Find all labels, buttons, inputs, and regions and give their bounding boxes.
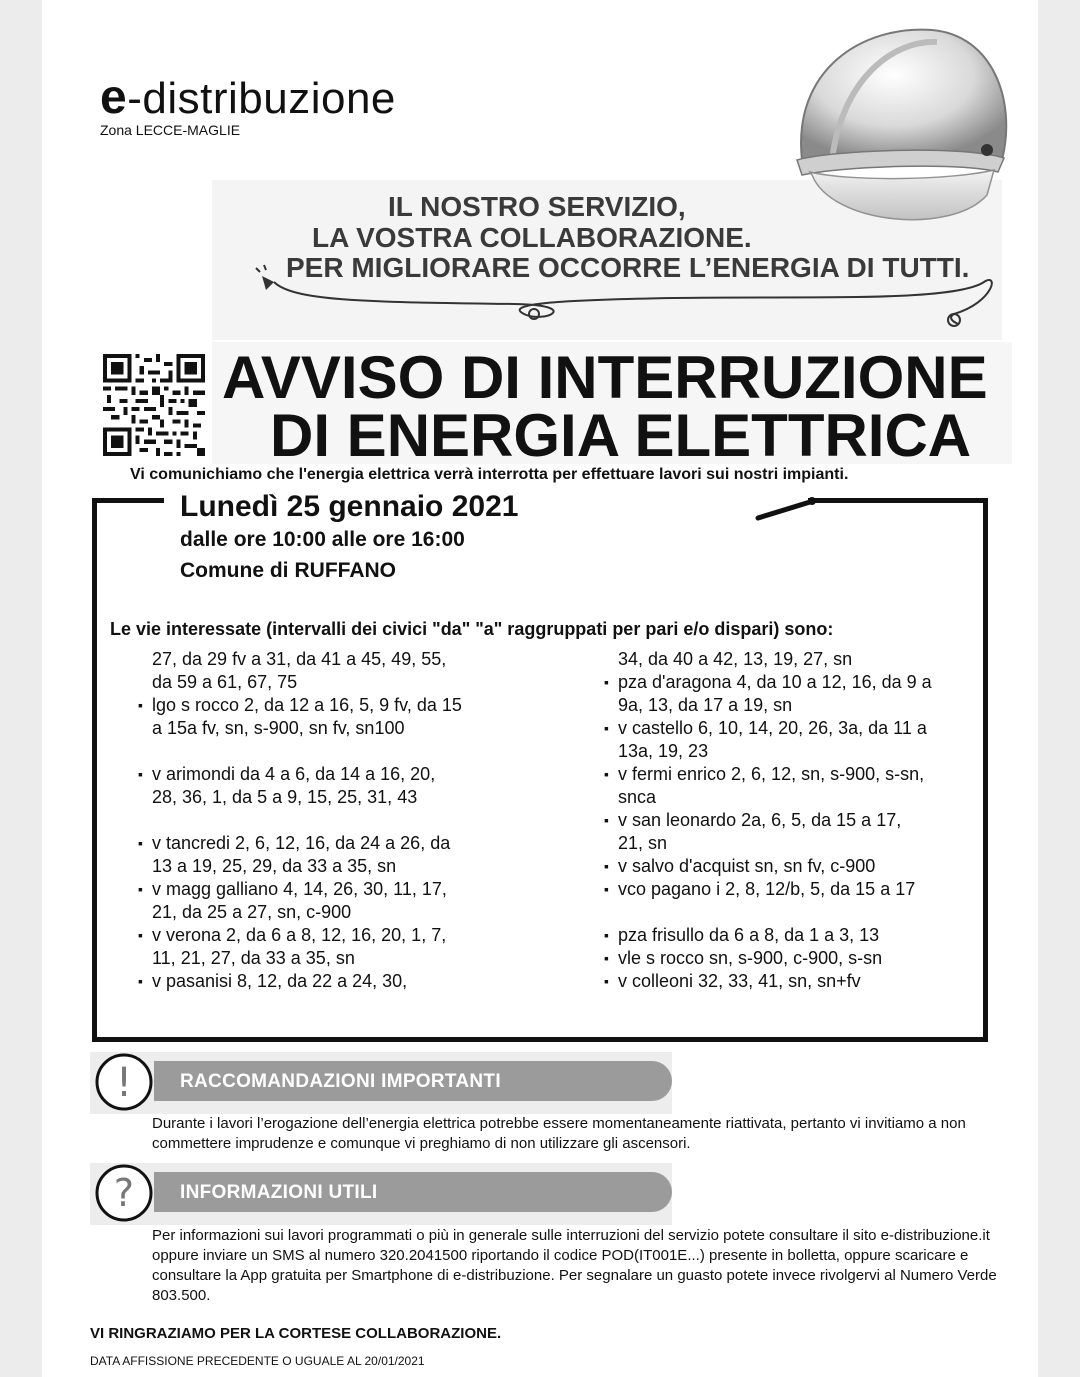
street-line: [138, 671, 558, 694]
outage-hours: dalle ore 10:00 alle ore 16:00: [180, 528, 465, 551]
slogan-line-3: PER MIGLIORARE OCCORRE L’ENERGIA DI TUTTI.: [286, 252, 970, 283]
bullet-icon: ▪: [604, 766, 609, 782]
street-line: [138, 970, 558, 993]
street-line: [604, 809, 1004, 832]
page-title-line-1: AVVISO DI INTERRUZIONE: [222, 344, 988, 411]
street-line: [138, 901, 558, 924]
street-text: 9a, 13, da 17 a 19, sn: [618, 695, 793, 715]
street-line: [604, 947, 1004, 970]
street-text: v pasanisi 8, 12, da 22 a 24, 30,: [152, 971, 408, 991]
recommendations-title: RACCOMANDAZIONI IMPORTANTI: [180, 1071, 501, 1092]
notice-box-top-right: [808, 498, 988, 503]
street-text: 21, sn: [618, 833, 668, 853]
brand-logo-e: e: [100, 71, 128, 124]
qr-code-icon: [102, 354, 206, 456]
street-text: v tancredi 2, 6, 12, 16, da 24 a 26, da: [152, 833, 451, 853]
street-text: v castello 6, 10, 14, 20, 26, 3a, da 11 a: [618, 718, 927, 738]
outage-comune: [180, 559, 396, 583]
intro-text: Vi comunichiamo che l'energia elettrica verrà interrotta per effettuare lavori sui nostri impianti.: [130, 466, 849, 483]
pen-icon: [754, 494, 834, 524]
street-gap: [138, 740, 558, 763]
street-text: 34, da 40 a 42, 13, 19, 27, sn: [618, 649, 853, 669]
bullet-icon: ▪: [138, 835, 143, 851]
thanks-text: VI RINGRAZIAMO PER LA CORTESE COLLABORAZIONE.: [90, 1325, 502, 1342]
street-text: da 59 a 61, 67, 75: [152, 672, 298, 692]
question-glyph: ?: [113, 1171, 135, 1215]
streets-heading: Le vie interessate (intervalli dei civici "da" "a" raggruppati per pari e/o dispari) sono:: [110, 619, 834, 639]
outage-date: Lunedì 25 gennaio 2021: [180, 490, 519, 523]
info-text: Per informazioni sui lavori programmati o più in generale sulle interruzioni del servizio potete consultare il sito e-distribuzione.it oppure inviare un SMS al numero 320.2041500 riportando il codice POD(IT001E...) presente in bolletta, oppure scaricare e consultare la App gratuita per Smartphone di e-distribuzione. Per segnalare un guasto potete invece rivolgervi al Numero Verde 803.500.: [152, 1227, 997, 1304]
bullet-icon: ▪: [138, 766, 143, 782]
street-text: v fermi enrico 2, 6, 12, sn, s-900, s-sn,: [618, 764, 925, 784]
brand-logo: [100, 70, 396, 125]
notice-page: [42, 0, 1038, 1377]
street-text: snca: [618, 787, 657, 807]
street-text: pza frisullo da 6 a 8, da 1 a 3, 13: [618, 925, 880, 945]
street-line: [604, 970, 1004, 993]
street-line: [604, 763, 1004, 786]
bullet-icon: ▪: [604, 858, 609, 874]
street-line: [604, 694, 1004, 717]
bullet-icon: ▪: [138, 927, 143, 943]
street-text: a 15a fv, sn, s-900, sn fv, sn100: [152, 718, 405, 738]
street-line: [604, 878, 1004, 901]
recommendations-text: Durante i lavori l’erogazione dell’energia elettrica potrebbe essere momentaneamente riattivata, pertanto vi invitiamo a non commettere imprudenze e comunque vi preghiamo di non utilizzare gli ascensori.: [152, 1115, 966, 1152]
street-line: [604, 717, 1004, 740]
street-text: 27, da 29 fv a 31, da 41 a 45, 49, 55,: [152, 649, 447, 669]
street-line: [138, 878, 558, 901]
bullet-icon: ▪: [604, 950, 609, 966]
street-line: [138, 855, 558, 878]
street-line: [138, 717, 558, 740]
street-line: [138, 947, 558, 970]
bullet-icon: ▪: [604, 881, 609, 897]
street-line: [138, 924, 558, 947]
bullet-icon: ▪: [604, 927, 609, 943]
street-line: [138, 694, 558, 717]
street-line: [138, 832, 558, 855]
comune-label: Comune di: [180, 559, 289, 582]
bullet-icon: ▪: [138, 973, 143, 989]
streets-column-left: [138, 648, 558, 993]
street-text: 11, 21, 27, da 33 a 35, sn: [152, 948, 355, 968]
street-line: [604, 740, 1004, 763]
street-text: 13a, 19, 23: [618, 741, 709, 761]
question-icon: [94, 1163, 154, 1223]
street-line: [604, 671, 1004, 694]
street-line: [604, 924, 1004, 947]
bullet-icon: ▪: [604, 973, 609, 989]
street-line: [138, 763, 558, 786]
posting-date: DATA AFFISSIONE PRECEDENTE O UGUALE AL 20/01/2021: [90, 1354, 425, 1368]
helmet-icon: [772, 10, 1012, 250]
street-line: [604, 855, 1004, 878]
street-text: 13 a 19, 25, 29, da 33 a 35, sn: [152, 856, 397, 876]
street-line: [138, 648, 558, 671]
warning-icon: [94, 1052, 154, 1112]
street-text: vco pagano i 2, 8, 12/b, 5, da 15 a 17: [618, 879, 916, 899]
street-text: vle s rocco sn, s-900, c-900, s-sn: [618, 948, 883, 968]
street-text: v salvo d'acquist sn, sn fv, c-900: [618, 856, 876, 876]
street-line: [138, 786, 558, 809]
bullet-icon: ▪: [604, 812, 609, 828]
slogan-line-1: IL NOSTRO SERVIZIO,: [388, 191, 686, 222]
notice-box-top-left: [92, 498, 164, 503]
street-text: v san leonardo 2a, 6, 5, da 15 a 17,: [618, 810, 902, 830]
street-text: v arimondi da 4 a 6, da 14 a 16, 20,: [152, 764, 436, 784]
street-line: [604, 786, 1004, 809]
street-text: 21, da 25 a 27, sn, c-900: [152, 902, 352, 922]
comune-name: RUFFANO: [294, 559, 396, 582]
street-text: 28, 36, 1, da 5 a 9, 15, 25, 31, 43: [152, 787, 418, 807]
street-text: pza d'aragona 4, da 10 a 12, 16, da 9 a: [618, 672, 932, 692]
warning-glyph: !: [115, 1060, 133, 1106]
slogan-line-2: LA VOSTRA COLLABORAZIONE.: [312, 222, 752, 253]
street-text: v colleoni 32, 33, 41, sn, sn+fv: [618, 971, 861, 991]
info-title: INFORMAZIONI UTILI: [180, 1182, 378, 1203]
bullet-icon: ▪: [604, 674, 609, 690]
page-title-line-2: DI ENERGIA ELETTRICA: [270, 402, 972, 469]
street-line: [604, 648, 1004, 671]
bullet-icon: ▪: [138, 697, 143, 713]
bullet-icon: ▪: [604, 720, 609, 736]
streets-column-right: [604, 648, 1004, 993]
street-text: v magg galliano 4, 14, 26, 30, 11, 17,: [152, 879, 447, 899]
street-text: lgo s rocco 2, da 12 a 16, 5, 9 fv, da 15: [152, 695, 462, 715]
street-gap: [604, 901, 1004, 924]
street-line: [604, 832, 1004, 855]
brand-logo-text: -distribuzione: [127, 74, 396, 123]
power-cord-icon: [254, 262, 1014, 332]
zone-label: Zona LECCE-MAGLIE: [100, 122, 241, 138]
street-text: v verona 2, da 6 a 8, 12, 16, 20, 1, 7,: [152, 925, 447, 945]
street-gap: [138, 809, 558, 832]
bullet-icon: ▪: [138, 881, 143, 897]
